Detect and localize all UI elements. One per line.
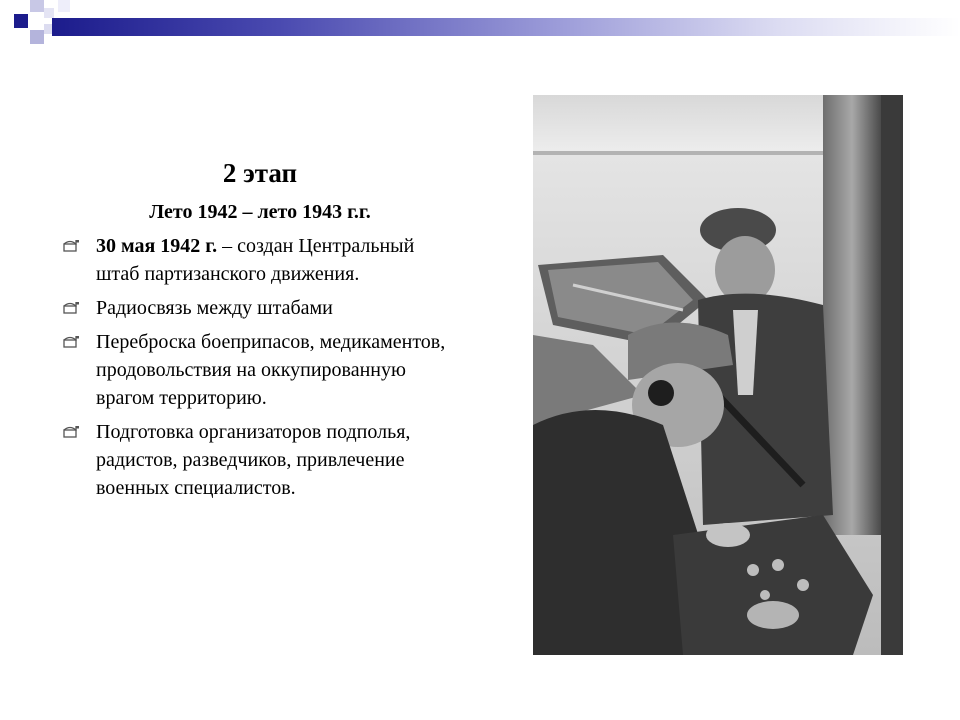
bullet-item [60, 294, 460, 322]
mailbox-bullet-icon [62, 239, 80, 253]
bullet-bold-text: 30 мая 1942 г. [96, 235, 218, 257]
mailbox-bullet-icon [62, 335, 80, 349]
bullet-item [60, 418, 460, 502]
header-square [14, 14, 28, 28]
header-square [30, 30, 44, 44]
bullet-list [60, 232, 460, 508]
bullet-text: Радиосвязь между штабами [96, 297, 333, 319]
mailbox-bullet-icon [62, 301, 80, 315]
header-square [58, 0, 70, 12]
mailbox-bullet-icon [62, 425, 80, 439]
bullet-item [60, 232, 460, 288]
bullet-text: Переброска боеприпасов, медикаментов, продовольствия на оккупированную врагом территорию. [96, 331, 446, 409]
header-gradient-bar [52, 18, 960, 36]
partisans-radio-photo [533, 95, 903, 655]
bullet-text: Подготовка организаторов подполья, радистов, разведчиков, привлечение военных специалистов. [96, 421, 411, 499]
slide-title: 2 этап [222, 158, 298, 188]
header-square [30, 0, 44, 12]
bullet-text: – создан Центральный штаб партизанского движения. [96, 235, 415, 285]
slide-subtitle: Лето 1942 – лето 1943 г.г. [149, 201, 371, 223]
photo-drawing [533, 95, 903, 655]
bullet-item [60, 328, 460, 412]
header-square [44, 8, 54, 18]
